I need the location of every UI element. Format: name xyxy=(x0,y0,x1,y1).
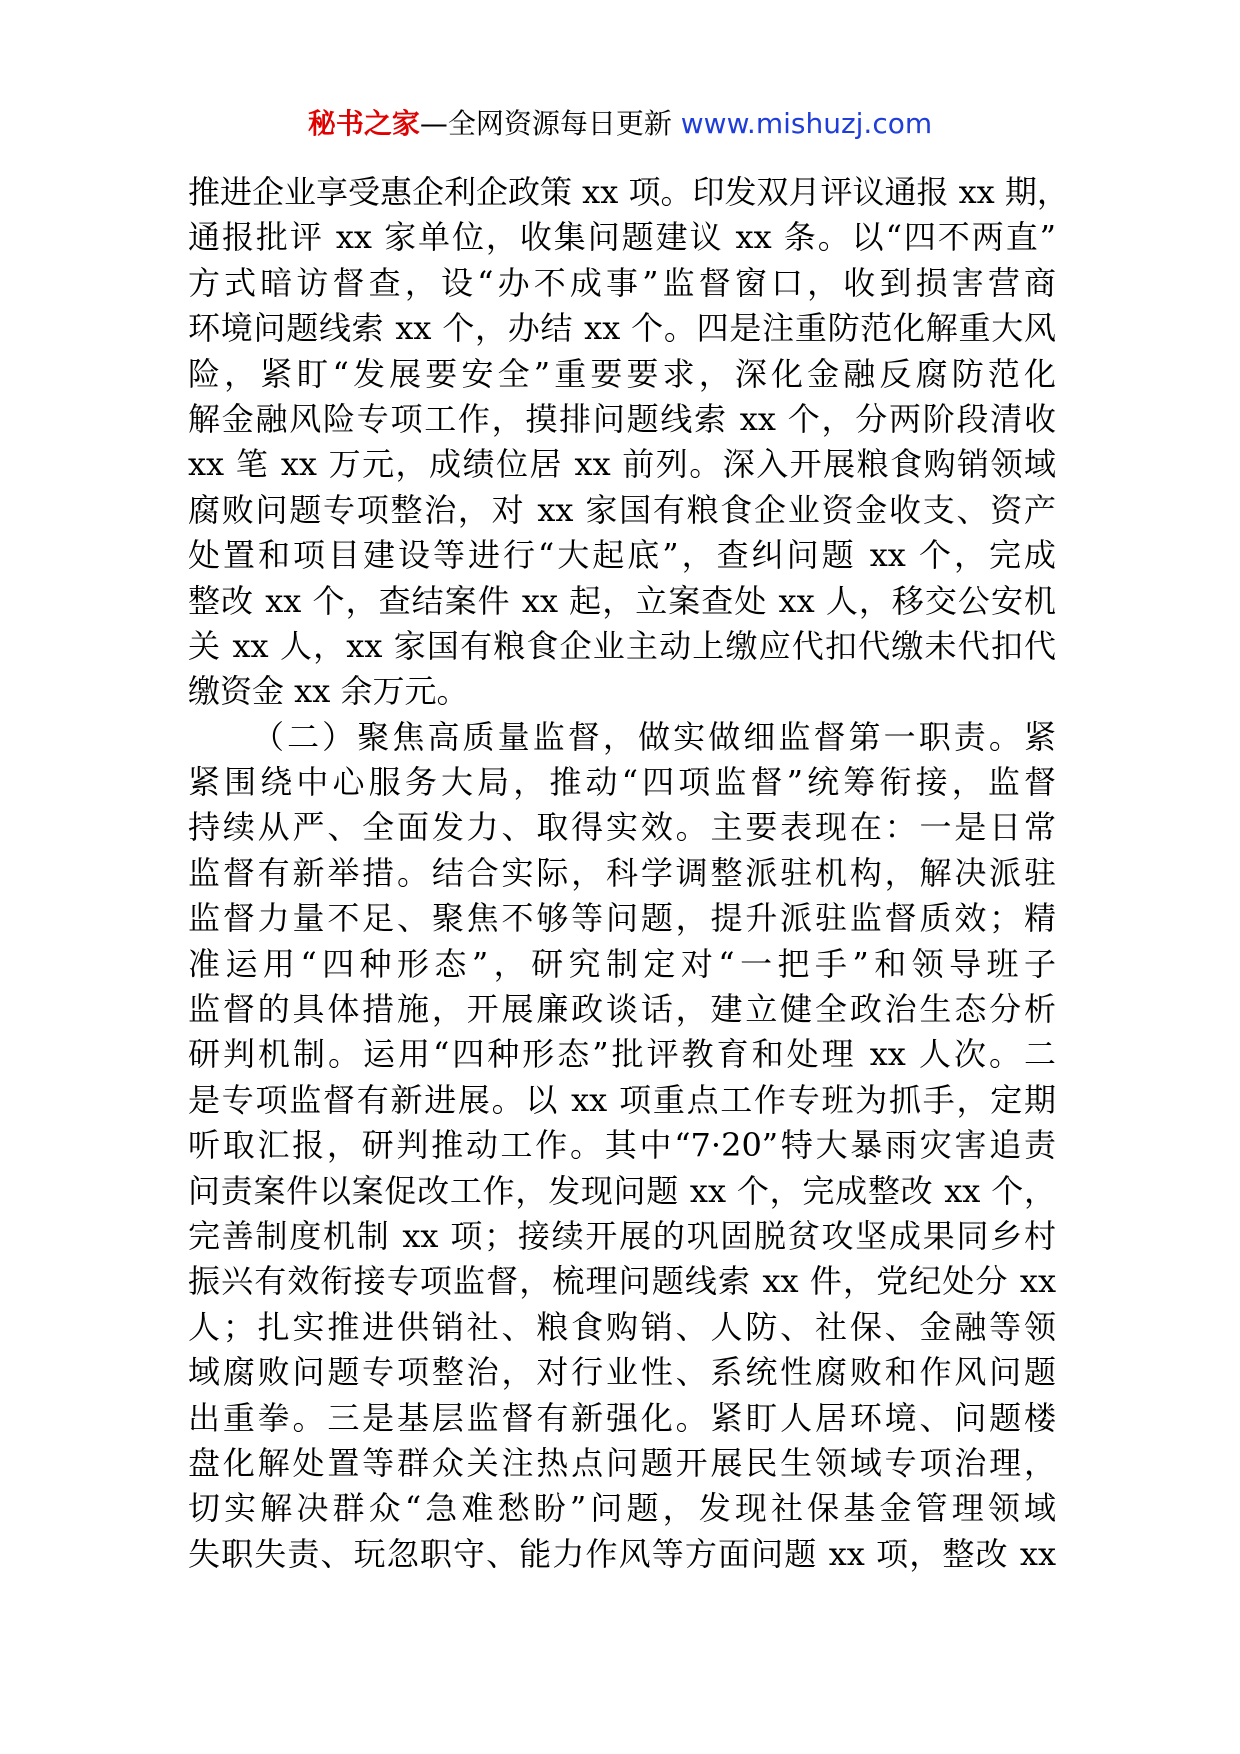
text-line: 问责案件以案促改工作，发现问题 xx 个，完成整改 xx 个， xyxy=(188,1171,1056,1210)
text-line: 域腐败问题专项整治，对行业性、系统性腐败和作风问题 xyxy=(188,1353,1056,1392)
text-line: 出重拳。三是基层监督有新强化。紧盯人居环境、问题楼 xyxy=(188,1398,1056,1437)
header-tagline: —全网资源每日更新 xyxy=(419,107,681,140)
text-line: 监督有新举措。结合实际，科学调整派驻机构，解决派驻 xyxy=(188,853,1056,892)
text-line: xx 笔 xx 万元，成绩位居 xx 前列。深入开展粮食购销领域 xyxy=(188,445,1056,484)
text-line: 推进企业享受惠企利企政策 xx 项。印发双月评议通报 xx 期， xyxy=(188,173,1069,211)
text-line: 处置和项目建设等进行“大起底”，查纠问题 xx 个，完成 xyxy=(188,536,1056,575)
text-line: 切实解决群众“急难愁盼”问题，发现社保基金管理领域 xyxy=(188,1489,1056,1528)
document-body xyxy=(188,170,1069,1577)
text-line: 听取汇报，研判推动工作。其中“7·20”特大暴雨灾害追责 xyxy=(188,1126,1056,1165)
text-line: （二）聚焦高质量监督，做实做细监督第一职责。紧 xyxy=(252,717,1056,756)
text-line: 通报批评 xx 家单位，收集问题建议 xx 条。以“四不两直” xyxy=(188,218,1056,257)
text-line: 是专项监督有新进展。以 xx 项重点工作专班为抓手，定期 xyxy=(188,1080,1056,1119)
paragraph-2 xyxy=(188,715,1056,1577)
text-line: 紧围绕中心服务大局，推动“四项监督”统筹衔接，监督 xyxy=(188,763,1056,802)
text-line: 缴资金 xx 余万元。 xyxy=(188,672,469,711)
text-line: 监督力量不足、聚焦不够等问题，提升派驻监督质效；精 xyxy=(188,899,1056,938)
paragraph-1 xyxy=(188,170,1069,715)
text-line: 研判机制。运用“四种形态”批评教育和处理 xx 人次。二 xyxy=(188,1035,1056,1074)
text-line: 解金融风险专项工作，摸排问题线索 xx 个，分两阶段清收 xyxy=(188,399,1056,438)
brand-name: 秘书之家 xyxy=(307,107,420,140)
text-line: 盘化解处置等群众关注热点问题开展民生领域专项治理， xyxy=(188,1443,1056,1482)
text-line: 失职失责、玩忽职守、能力作风等方面问题 xx 项，整改 xx xyxy=(188,1534,1056,1573)
text-line: 监督的具体措施，开展廉政谈话，建立健全政治生态分析 xyxy=(188,990,1056,1029)
text-line: 振兴有效衔接专项监督，梳理问题线索 xx 件，党纪处分 xx xyxy=(188,1262,1056,1301)
website-link[interactable]: www.mishuzj.com xyxy=(680,107,933,140)
text-line: 准运用“四种形态”，研究制定对“一把手”和领导班子 xyxy=(188,944,1056,983)
text-line: 持续从严、全面发力、取得实效。主要表现在：一是日常 xyxy=(188,808,1056,847)
text-line: 关 xx 人，xx 家国有粮食企业主动上缴应代扣代缴未代扣代 xyxy=(188,626,1056,665)
page-header xyxy=(0,104,1240,144)
text-line: 完善制度机制 xx 项；接续开展的巩固脱贫攻坚成果同乡村 xyxy=(188,1216,1056,1255)
text-line: 环境问题线索 xx 个，办结 xx 个。四是注重防范化解重大风 xyxy=(188,309,1056,348)
text-line: 整改 xx 个，查结案件 xx 起，立案查处 xx 人，移交公安机 xyxy=(188,581,1056,620)
text-line: 人；扎实推进供销社、粮食购销、人防、社保、金融等领 xyxy=(188,1307,1056,1346)
text-line: 险，紧盯“发展要安全”重要要求，深化金融反腐防范化 xyxy=(188,354,1056,393)
text-line: 腐败问题专项整治，对 xx 家国有粮食企业资金收支、资产 xyxy=(188,490,1056,529)
text-line: 方式暗访督查，设“办不成事”监督窗口，收到损害营商 xyxy=(188,263,1056,302)
